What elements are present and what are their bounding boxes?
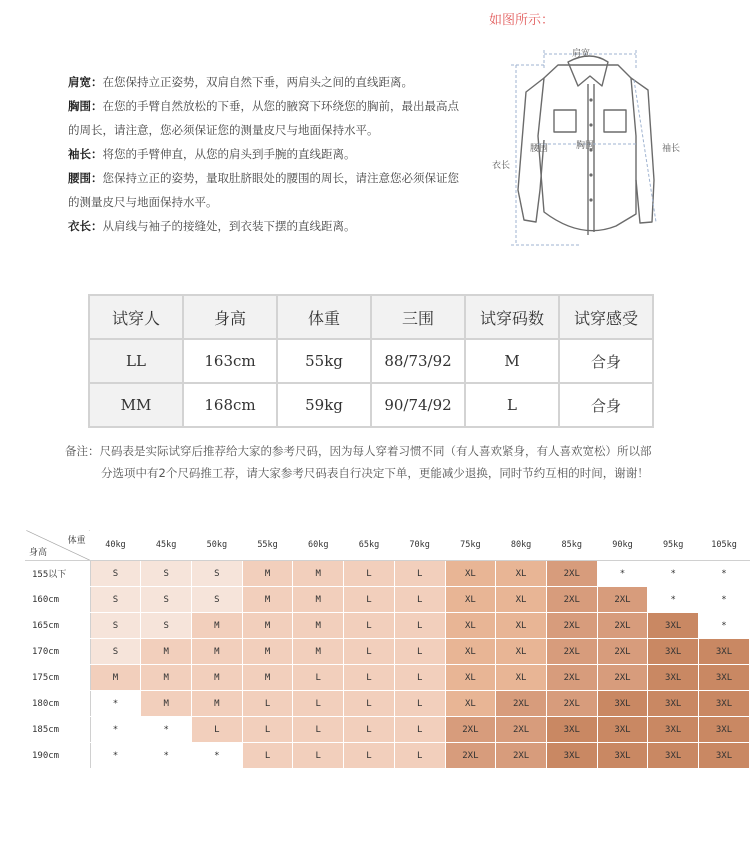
size-cell: M	[141, 639, 192, 665]
size-cell: *	[90, 717, 141, 743]
size-cell: *	[648, 561, 699, 587]
size-cell: 3XL	[597, 743, 648, 769]
size-cell: S	[90, 639, 141, 665]
weight-header-cell: 55kg	[242, 530, 293, 561]
size-cell: M	[293, 587, 344, 613]
size-cell: L	[344, 717, 395, 743]
size-cell: M	[90, 665, 141, 691]
size-cell: M	[293, 639, 344, 665]
size-cell: 3XL	[648, 717, 699, 743]
size-cell: S	[192, 587, 243, 613]
size-cell: L	[344, 613, 395, 639]
weight-header-cell: 50kg	[192, 530, 243, 561]
tryout-header-row	[89, 295, 653, 339]
size-cell: L	[344, 561, 395, 587]
measure-desc: 在您保持立正姿势，双肩自然下垂，两肩头之间的直线距离。	[102, 75, 413, 89]
measure-item-length	[68, 214, 468, 238]
size-cell: *	[141, 717, 192, 743]
size-cell: XL	[496, 561, 547, 587]
size-chart-header-row	[26, 530, 750, 561]
size-cell: XL	[445, 561, 496, 587]
size-cell: L	[394, 639, 445, 665]
measure-item-shoulder	[68, 70, 468, 94]
size-cell: 2XL	[597, 587, 648, 613]
size-cell: XL	[445, 587, 496, 613]
size-cell: M	[242, 639, 293, 665]
size-cell: M	[242, 665, 293, 691]
size-cell: L	[394, 561, 445, 587]
size-cell: 3XL	[699, 717, 750, 743]
size-cell: XL	[445, 613, 496, 639]
tryout-row	[89, 339, 653, 383]
tryout-header-cell: 试穿码数	[465, 295, 559, 339]
size-chart-row	[26, 561, 750, 587]
tryout-header-cell: 试穿感受	[559, 295, 653, 339]
size-cell: M	[293, 613, 344, 639]
weight-header-cell: 75kg	[445, 530, 496, 561]
measure-term: 袖长：	[68, 147, 103, 161]
measure-item-chest	[68, 94, 468, 142]
size-cell: 2XL	[496, 717, 547, 743]
size-cell: M	[192, 691, 243, 717]
size-chart-row	[26, 743, 750, 769]
weight-header-cell: 60kg	[293, 530, 344, 561]
size-cell: L	[394, 717, 445, 743]
tryout-header-cell: 三围	[371, 295, 465, 339]
measure-desc: 您保持立正的姿势，量取肚脐眼处的腰围的周长，请注意您必须保证您的测量皮尺与地面保持水平。	[68, 171, 459, 209]
size-cell: S	[90, 561, 141, 587]
size-cell: 3XL	[648, 665, 699, 691]
size-cell: 2XL	[496, 691, 547, 717]
height-header-cell: 160cm	[26, 587, 91, 613]
size-cell: M	[242, 587, 293, 613]
tryout-header-cell: 体重	[277, 295, 371, 339]
height-header-cell: 165cm	[26, 613, 91, 639]
size-chart-row	[26, 717, 750, 743]
size-cell: 3XL	[699, 639, 750, 665]
size-cell: 2XL	[546, 587, 597, 613]
size-cell: 2XL	[546, 613, 597, 639]
size-chart-row	[26, 665, 750, 691]
size-chart-corner	[26, 530, 91, 561]
height-header-cell: 185cm	[26, 717, 91, 743]
size-cell: *	[90, 743, 141, 769]
size-cell: M	[192, 665, 243, 691]
size-cell: L	[344, 587, 395, 613]
weight-header-cell: 45kg	[141, 530, 192, 561]
size-cell: XL	[496, 639, 547, 665]
size-cell: M	[141, 665, 192, 691]
size-cell: 3XL	[648, 639, 699, 665]
tryout-cell: 90/74/92	[371, 383, 465, 427]
tryout-cell: 合身	[559, 383, 653, 427]
size-cell: M	[293, 561, 344, 587]
size-cell: *	[699, 587, 750, 613]
size-note	[65, 440, 705, 484]
size-cell: 2XL	[597, 639, 648, 665]
tryout-cell: 合身	[559, 339, 653, 383]
size-cell: L	[394, 743, 445, 769]
label-length: 衣长	[492, 161, 511, 171]
measurement-instructions	[68, 70, 468, 238]
size-chart-row	[26, 613, 750, 639]
label-shoulder: 肩宽	[572, 49, 591, 59]
size-cell: M	[192, 613, 243, 639]
label-sleeve: 袖长	[662, 144, 681, 154]
size-cell: 3XL	[546, 717, 597, 743]
size-cell: 2XL	[546, 665, 597, 691]
size-chart-row	[26, 691, 750, 717]
height-header-cell: 170cm	[26, 639, 91, 665]
size-cell: S	[90, 613, 141, 639]
size-cell: L	[293, 717, 344, 743]
size-cell: M	[141, 691, 192, 717]
height-header-cell: 180cm	[26, 691, 91, 717]
size-cell: 3XL	[699, 691, 750, 717]
shirt-measure-diagram	[486, 40, 696, 260]
size-cell: XL	[445, 691, 496, 717]
tryout-cell: 88/73/92	[371, 339, 465, 383]
weight-header-cell: 105kg	[699, 530, 750, 561]
size-cell: 3XL	[648, 613, 699, 639]
size-cell: L	[394, 613, 445, 639]
size-cell: M	[242, 561, 293, 587]
tryout-cell: 163cm	[183, 339, 277, 383]
label-waist: 腰围	[530, 144, 549, 154]
size-cell: L	[293, 665, 344, 691]
measure-term: 腰围：	[68, 171, 103, 185]
size-cell: 3XL	[597, 691, 648, 717]
size-cell: 2XL	[546, 561, 597, 587]
weight-header-cell: 80kg	[496, 530, 547, 561]
size-cell: L	[242, 743, 293, 769]
size-cell: *	[699, 561, 750, 587]
size-cell: L	[394, 587, 445, 613]
size-cell: 2XL	[597, 665, 648, 691]
size-cell: *	[597, 561, 648, 587]
measure-desc: 将您的手臂伸直，从您的肩头到手腕的直线距离。	[102, 147, 356, 161]
weight-header-cell: 90kg	[597, 530, 648, 561]
measure-item-sleeve	[68, 142, 468, 166]
height-header-cell: 190cm	[26, 743, 91, 769]
size-cell: S	[90, 587, 141, 613]
size-cell: L	[394, 691, 445, 717]
size-cell: *	[192, 743, 243, 769]
size-cell: 3XL	[699, 665, 750, 691]
size-cell: XL	[445, 639, 496, 665]
size-cell: M	[192, 639, 243, 665]
size-cell: L	[293, 691, 344, 717]
weight-axis-label: 体重	[67, 536, 86, 546]
size-cell: L	[344, 665, 395, 691]
tryout-cell: L	[465, 383, 559, 427]
size-cell: L	[344, 639, 395, 665]
size-cell: L	[394, 665, 445, 691]
note-line-2: 分选项中有2个尺码推工荐，请大家参考尺码表自行决定下单，更能减少退换，同时节约互相的时间，谢谢！	[101, 466, 649, 480]
measure-term: 胸围：	[68, 99, 103, 113]
measure-term: 衣长：	[68, 219, 103, 233]
size-cell: 3XL	[648, 743, 699, 769]
tryout-header-cell: 试穿人	[89, 295, 183, 339]
height-axis-label: 身高	[29, 548, 48, 558]
tryout-row	[89, 383, 653, 427]
size-chart-row	[26, 639, 750, 665]
tryout-table	[88, 294, 654, 428]
size-cell: L	[344, 691, 395, 717]
note-line-1: 备注：尺码表是实际试穿后推荐给大家的参考尺码，因为每人穿着习惯不同（有人喜欢紧身，有人喜欢宽松）所以部	[65, 444, 652, 458]
size-cell: S	[141, 561, 192, 587]
size-cell: 2XL	[597, 613, 648, 639]
size-cell: XL	[496, 613, 547, 639]
tryout-cell: 55kg	[277, 339, 371, 383]
weight-header-cell: 65kg	[344, 530, 395, 561]
size-cell: 3XL	[597, 717, 648, 743]
size-cell: 2XL	[546, 691, 597, 717]
tryout-header-cell: 身高	[183, 295, 277, 339]
weight-header-cell: 85kg	[546, 530, 597, 561]
tryout-cell: M	[465, 339, 559, 383]
size-cell: 2XL	[496, 743, 547, 769]
size-cell: S	[141, 613, 192, 639]
tryout-cell: 59kg	[277, 383, 371, 427]
size-cell: L	[242, 691, 293, 717]
size-cell: 2XL	[445, 717, 496, 743]
size-cell: XL	[445, 665, 496, 691]
measure-item-waist	[68, 166, 468, 214]
size-cell: 3XL	[699, 743, 750, 769]
label-chest: 胸围	[576, 141, 595, 151]
measure-desc: 在您的手臂自然放松的下垂，从您的腋窝下环绕您的胸前，最出最高点的周长，请注意，您必须保证您的测量皮尺与地面保持水平。	[68, 99, 459, 137]
figure-caption: 如图所示：	[489, 13, 555, 28]
size-cell: S	[192, 561, 243, 587]
measure-desc: 从肩线与袖子的接缝处，到衣装下摆的直线距离。	[102, 219, 356, 233]
tryout-cell: 168cm	[183, 383, 277, 427]
weight-header-cell: 40kg	[90, 530, 141, 561]
size-cell: XL	[496, 665, 547, 691]
size-cell: 3XL	[546, 743, 597, 769]
size-cell: 2XL	[546, 639, 597, 665]
size-cell: XL	[496, 587, 547, 613]
size-cell: *	[90, 691, 141, 717]
height-header-cell: 155以下	[26, 561, 91, 587]
size-cell: 3XL	[648, 691, 699, 717]
size-cell: L	[344, 743, 395, 769]
size-chart-row	[26, 587, 750, 613]
size-chart-table	[25, 529, 750, 769]
size-cell: M	[242, 613, 293, 639]
tryout-cell: MM	[89, 383, 183, 427]
weight-header-cell: 95kg	[648, 530, 699, 561]
size-cell: L	[192, 717, 243, 743]
measure-term: 肩宽：	[68, 75, 103, 89]
size-cell: L	[242, 717, 293, 743]
size-cell: 2XL	[445, 743, 496, 769]
size-cell: *	[648, 587, 699, 613]
size-cell: S	[141, 587, 192, 613]
height-header-cell: 175cm	[26, 665, 91, 691]
tryout-cell: LL	[89, 339, 183, 383]
size-cell: *	[141, 743, 192, 769]
size-cell: L	[293, 743, 344, 769]
size-cell: *	[699, 613, 750, 639]
weight-header-cell: 70kg	[394, 530, 445, 561]
